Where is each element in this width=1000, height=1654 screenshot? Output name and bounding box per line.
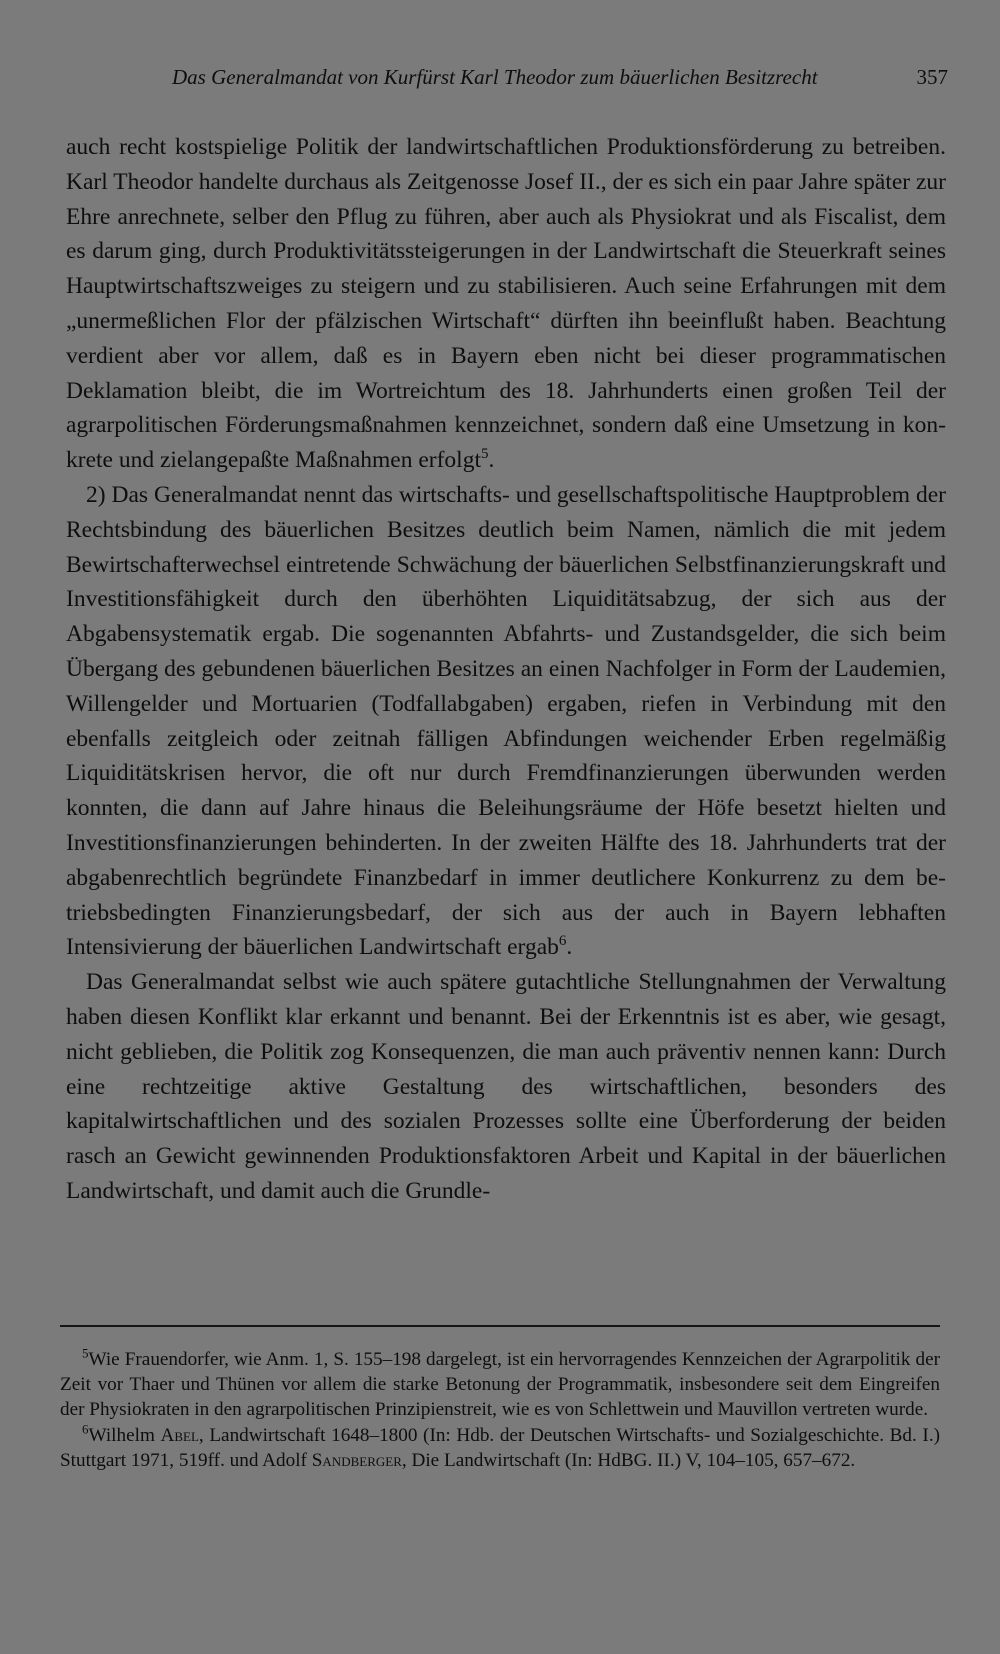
footnote-6-number: 6 <box>82 1421 89 1437</box>
footnote-ref-5[interactable]: 5 <box>481 446 489 463</box>
footnotes <box>60 1347 940 1473</box>
footnote-5-number: 5 <box>82 1345 89 1361</box>
footnote-6 <box>60 1423 940 1473</box>
main-text <box>66 130 946 1209</box>
footnote-6-text-a: Wilhelm <box>88 1424 161 1446</box>
running-title: Das Generalmandat von Kurfürst Karl Theodor zum bäuerlichen Besitzrecht <box>172 65 818 89</box>
paragraph-1: auch recht kostspielige Politik der landwirtschaftlichen Produktionsförderung zu betreiben. Karl Theodor handelte durchaus als Zeitgenosse Josef II., der es sich ein paar Jahre später zur Ehre anrechnete, selber den Pflug zu führen, aber auch als Physiokrat und als Fiscalist, dem es darum ging, durch Produktivitätssteigerungen in der Landwirtschaft die Steuerkraft seines Hauptwirtschaftszweiges zu steigern und zu stabilisieren. Auch seine Erfahrungen mit dem „unermeßlichen Flor der pfälzischen Wirtschaft“ dürften ihn beeinflußt haben. Beachtung verdient aber vor allem, daß es in Bayern eben nicht bei dieser programmatischen Deklamation bleibt, die im Wortreichtum des 18. Jahrhunderts einen großen Teil der agrarpolitischen Förderungsmaßnahmen kennzeichnet, sondern daß eine Umsetzung in konkrete und zielangepaßte Maßnahmen erfolgt$^5$. <box>66 134 946 474</box>
footnote-6-text-b: , Landwirtschaft 1648–1800 (In: Hdb. der Deutschen Wirtschafts- und Sozialgeschichte. Bd. I.) Stuttgart 1971, 519ff. und Adolf <box>60 1424 941 1471</box>
footnote-6-author-sandberger: Sandberger <box>311 1449 402 1471</box>
paragraph-3 <box>66 965 946 1209</box>
footnote-6-author-abel: Abel <box>160 1424 199 1446</box>
running-head <box>172 62 948 92</box>
paragraph-2-text: 2) Das Generalmandat nennt das wirtschafts- und gesellschaftspolitische Hauptproblem der Rechtsbindung des bäuerlichen Besitzes deutlich beim Namen, nämlich die mit jedem Bewirtschafterwechsel eintretende Schwächung der bäuerlichen Selbstfinanzierungskraft und Investitionsfähigkeit durch den überhöhten Liquiditätsabzug, der sich aus der Abgabensystematik ergab. Die sogenannten Abfahrts- und Zustandsgelder, die sich beim Übergang des gebundenen bäuerlichen Besitzes an einen Nachfolger in Form der Laudemien, Willengelder und Mortuarien (Todfallabgaben) ergaben, riefen in Verbindung mit den ebenfalls zeitgleich oder zeitnah fälligen Abfindungen weichender Erben regelmäßig Liquiditätskrisen hervor, die oft nur durch Fremdfinanzierungen überwunden werden konnten, die dann auf Jahre hinaus die Beleihungsräume der Höfe besetzt hielten und Investitionsfinanzierungen behinderten. In der zweiten Hälfte des 18. Jahrhunderts trat der abgabenrechtlich begründete Finanzbedarf in immer deutlichere Konkurrenz zu dem betriebsbedingten Finanzierungsbedarf, der sich aus der auch in Bayern lebhaften Intensivierung der bäuerlichen Landwirtschaft ergab <box>66 481 946 961</box>
footnote-5 <box>60 1347 940 1423</box>
footnote-ref-6[interactable]: 6 <box>558 933 567 950</box>
paragraph-3-text: Das Generalmandat selbst wie auch spätere gutachtliche Stellungnahmen der Verwaltung haben diesen Konflikt klar erkannt und benannt. Bei der Erkenntnis ist es aber, wie gesagt, nicht geblieben, die Politik zog Konsequenzen, die man auch präventiv nennen kann: Durch eine rechtzeitige aktive Gestaltung des wirtschaftlichen, besonders des kapitalwirtschaftlichen und des sozialen Prozesses sollte eine Überforderung der beiden rasch an Gewicht gewinnenden Produktionsfaktoren Arbeit und Kapital in der bäuerlichen Landwirtschaft, und damit auch die Grundle- <box>66 969 946 1204</box>
footnote-divider <box>60 1325 940 1327</box>
footnote-6-text-c: , Die Landwirtschaft (In: HdBG. II.) V, 104–105, 657–672. <box>401 1449 856 1471</box>
paragraph-2: 2) Das Generalmandat nennt das wirtschafts- und gesellschaftspolitische Hauptproblem der Rechtsbindung des bäuerlichen Besitzes deutlich beim Namen, nämlich die mit jedem Bewirtschafterwechsel eintretende Schwächung der bäuerlichen Selbstfinanzierungskraft und Investitionsfähigkeit durch den überhöhten Liquiditätsabzug, der sich aus der Abgabensystematik ergab. Die sogenannten Abfahrts- und Zustandsgelder, die sich beim Übergang des gebundenen bäuerlichen Besitzes an einen Nachfolger in Form der Laudemien, Willengelder und Mortuarien (Todfallabgaben) ergaben, riefen in Verbindung mit den ebenfalls zeitgleich oder zeitnah fälligen Abfindungen weichender Erben regelmäßig Liquiditätskrisen hervor, die oft nur durch Fremdfinanzierungen überwunden werden konnten, die dann auf Jahre hinaus die Beleihungsräume der Höfe besetzt hielten und Investitionsfinanzierungen behinderten. In der zweiten Hälfte des 18. Jahrhunderts trat der abgabenrechtlich begründete Finanzbedarf in immer deutlichere Konkurrenz zu dem betriebsbedingten Finanzierungsbedarf, der sich aus der auch in Bayern lebhaften Intensivierung der bäuerlichen Landwirtschaft ergab$^6$. <box>66 481 946 961</box>
paragraph-1-text: auch recht kostspielige Politik der landwirtschaftlichen Produktionsförderung zu betreiben. Karl Theodor handelte durchaus als Zeitgenosse Josef II., der es sich ein paar Jahre später zur Ehre anrechnete, selber den Pflug zu führen, aber auch als Physiokrat und als Fiscalist, dem es darum ging, durch Produktivitätssteigerungen in der Landwirtschaft die Steuerkraft seines Hauptwirtschaftszweiges zu steigern und zu stabilisieren. Auch seine Erfahrungen mit dem „unermeßlichen Flor der pfälzischen Wirtschaft“ dürften ihn beeinflußt haben. Beachtung verdient aber vor allem, daß es in Bayern eben nicht bei dieser programmatischen Deklamation bleibt, die im Wortreichtum des 18. Jahrhunderts einen großen Teil der agrarpolitischen Förderungsmaßnahmen kennzeichnet, sondern daß eine Umsetzung in konkrete und zielangepaßte Maßnahmen erfolgt <box>66 134 946 474</box>
page-number: 357 <box>916 65 948 89</box>
footnote-5-text: Wie Frauendorfer, wie Anm. 1, S. 155–198 dargelegt, ist ein hervorragendes Kennzeichen der Agrarpolitik der Zeit vor Thaer und Thünen vor allem die starke Betonung der Programmatik, insbesondere seit dem Eingreifen der Physiokraten in den agrarpolitischen Prinzipienstreit, wie es von Schlettwein und Mauvillon vertreten wurde. <box>60 1349 940 1421</box>
